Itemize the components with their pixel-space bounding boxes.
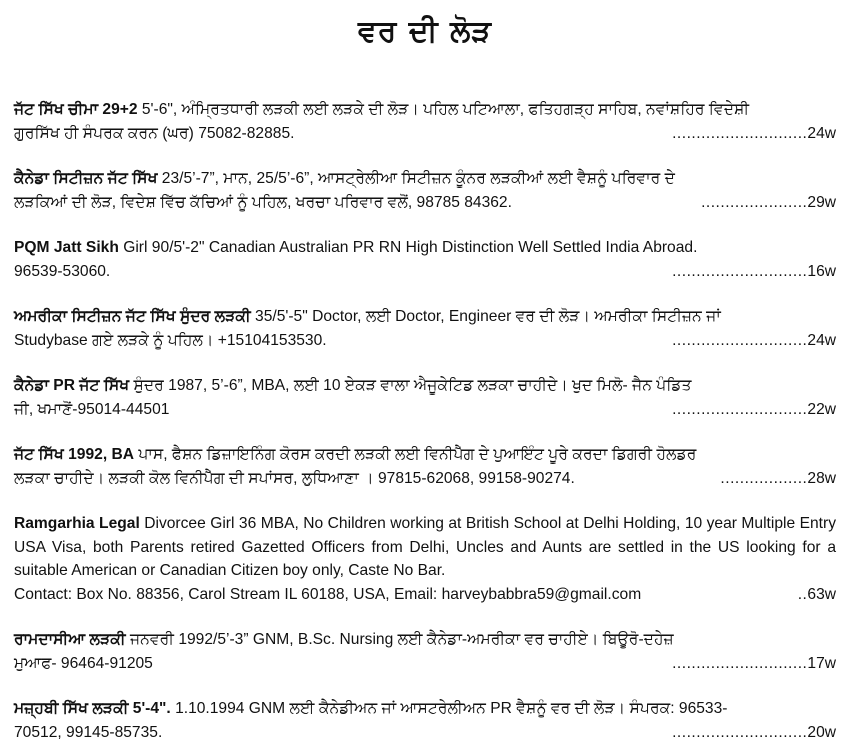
ad-dots: ............................ (153, 652, 808, 676)
ad-tail: Studybase ਗਏ ਲੜਕੇ ਨੂੰ ਪਹਿਲ। +15104153530. (14, 329, 327, 353)
ad-code: 20w (807, 721, 836, 744)
ad-entry (14, 443, 836, 490)
ad-tail: Contact: Box No. 88356, Carol Stream IL 60188, USA, Email: harveybabbra59@gmail.com (14, 583, 641, 607)
ad-body: ਪਾਸ, ਫੈਸ਼ਨ ਡਿਜ਼ਾਇਨਿੰਗ ਕੋਰਸ ਕਰਦੀ ਲੜਕੀ ਲਈ ਵਿਨੀਪੈੱਗ ਦੇ ਪੁਆਇੰਟ ਪੂਰੇ ਕਰਦਾ ਡਿਗਰੀ ਹੋਲਡਰ (134, 446, 696, 463)
ad-body: 23/5’-7”, ਮਾਨ, 25/5’-6”, ਆਸਟ੍ਰੇਲੀਆ ਸਿਟੀਜ਼ਨ ਕੂੰਨਰ ਲੜਕੀਆਂ ਲਈ ਵੈਸ਼ਨੂੰ ਪਰਿਵਾਰ ਦੇ (157, 170, 674, 187)
ad-trail (14, 721, 836, 744)
ad-dots: .. (641, 583, 807, 607)
ad-tail: 96539-53060. (14, 260, 110, 284)
ad-dots: .................. (575, 467, 808, 491)
ad-text (14, 697, 836, 721)
ad-text (14, 628, 836, 652)
ad-code: 63w (807, 583, 836, 607)
ad-trail (14, 122, 836, 146)
ad-lead: ਰਾਮਦਾਸੀਆ ਲੜਕੀ (14, 631, 126, 648)
ad-text (14, 98, 836, 122)
ad-body: 35/5'-5" Doctor, ਲਈ Doctor, Engineer ਵਰ ਦੀ ਲੋੜ। ਅਮਰੀਕਾ ਸਿਟੀਜ਼ਨ ਜਾਂ (251, 308, 721, 325)
ad-text (14, 167, 836, 191)
ad-code: 17w (807, 652, 836, 676)
ad-text (14, 305, 836, 329)
ad-tail: ਗੁਰਸਿੱਖ ਹੀ ਸੰਪਰਕ ਕਰਨ (ਘਰ) 75082-82885. (14, 122, 294, 146)
ad-tail: ਲੜਕਿਆਂ ਦੀ ਲੋੜ, ਵਿਦੇਸ਼ ਵਿੱਚ ਕੱਚਿਆਂ ਨੂੰ ਪਹਿਲ, ਖਰਚਾ ਪਰਿਵਾਰ ਵਲੋਂ, 98785 84362. (14, 191, 512, 215)
ad-trail (14, 398, 836, 422)
ad-body: ਸੁੰਦਰ 1987, 5’-6”, MBA, ਲਈ 10 ਏਕੜ ਵਾਲਾ ਐਜੂਕੇਟਿਡ ਲੜਕਾ ਚਾਹੀਦੇ। ਖੁਦ ਮਿਲੋ- ਜੈਨ ਪੰਡਿਤ (129, 377, 691, 394)
ad-code: 29w (807, 191, 836, 215)
ad-lead: ਮਜ਼੍ਹਬੀ ਸਿੱਖ ਲੜਕੀ 5'-4". (14, 700, 171, 717)
ad-tail: ਲੜਕਾ ਚਾਹੀਦੇ। ਲੜਕੀ ਕੋਲ ਵਿਨੀਪੈੱਗ ਦੀ ਸਪਾਂਸਰ, ਲੁਧਿਆਣਾ । 97815-62068, 99158-90274. (14, 467, 575, 491)
ad-dots: ............................ (162, 721, 807, 744)
ad-trail (14, 467, 836, 491)
ad-tail: ਮੁਆਫ- 96464-91205 (14, 652, 153, 676)
ad-entry (14, 98, 836, 145)
ad-text (14, 374, 836, 398)
ad-lead: ਅਮਰੀਕਾ ਸਿਟੀਜ਼ਨ ਜੱਟ ਸਿੱਖ ਸੁੰਦਰ ਲੜਕੀ (14, 308, 251, 325)
ads-list (14, 98, 836, 744)
ad-code: 24w (807, 122, 836, 146)
ad-dots: ...................... (512, 191, 807, 215)
ad-entry (14, 305, 836, 352)
ad-body: Divorcee Girl 36 MBA, No Children working at British School at Delhi Holding, 10 year Multiple Entry USA Visa, both Parents retired Gazetted Officers from Delhi, Uncles and Aunts are settled in the US looking for a suitable American or Canadian Citizen boy only, Caste No Bar. (14, 515, 836, 579)
ad-dots: ............................ (110, 260, 807, 284)
ad-code: 24w (807, 329, 836, 353)
ad-lead: ਕੈਨੇਡਾ PR ਜੱਟ ਸਿੱਖ (14, 377, 129, 394)
ad-dots: ............................ (327, 329, 808, 353)
ad-lead: Ramgarhia Legal (14, 515, 140, 532)
ad-tail: 70512, 99145-85735. (14, 721, 162, 744)
ad-trail (14, 191, 836, 215)
ad-entry (14, 374, 836, 421)
ad-trail (14, 329, 836, 353)
ad-text (14, 236, 836, 260)
ad-lead: ਕੈਨੇਡਾ ਸਿਟੀਜ਼ਨ ਜੱਟ ਸਿੱਖ (14, 170, 157, 187)
ad-body: ਜਨਵਰੀ 1992/5’-3” GNM, B.Sc. Nursing ਲਈ ਕੈਨੇਡਾ-ਅਮਰੀਕਾ ਵਰ ਚਾਹੀਏ। ਬਿਊਰੋ-ਦਹੇਜ਼ (126, 631, 674, 648)
ad-lead: PQM Jatt Sikh (14, 239, 119, 256)
ad-entry (14, 512, 836, 606)
ad-body: Girl 90/5'-2" Canadian Australian PR RN High Distinction Well Settled India Abroad. (119, 239, 698, 256)
ad-body: 1.10.1994 GNM ਲਈ ਕੈਨੇਡੀਅਨ ਜਾਂ ਆਸਟਰੇਲੀਅਨ PR ਵੈਸ਼ਨੂੰ ਵਰ ਦੀ ਲੋੜ। ਸੰਪਰਕ: 96533- (171, 700, 728, 717)
ad-code: 28w (807, 467, 836, 491)
ad-text (14, 443, 836, 467)
ad-trail (14, 583, 836, 607)
ad-dots: ............................ (294, 122, 807, 146)
ad-entry (14, 628, 836, 675)
page-title: ਵਰ ਦੀ ਲੋੜ (14, 10, 836, 54)
ad-entry (14, 236, 836, 283)
ad-code: 22w (807, 398, 836, 422)
ad-lead: ਜੱਟ ਸਿੱਖ ਚੀਮਾ 29+2 (14, 101, 138, 118)
ad-trail (14, 260, 836, 284)
ad-trail (14, 652, 836, 676)
ad-lead: ਜੱਟ ਸਿੱਖ 1992, BA (14, 446, 134, 463)
ad-tail: ਜੀ, ਖਮਾਣੋਂ-95014-44501 (14, 398, 169, 422)
ad-entry (14, 167, 836, 214)
ad-body: 5'-6", ਅੰਮ੍ਰਿਤਧਾਰੀ ਲੜਕੀ ਲਈ ਲੜਕੇ ਦੀ ਲੋੜ। ਪਹਿਲ ਪਟਿਆਲਾ, ਫਤਿਹਗੜ੍ਹ ਸਾਹਿਬ, ਨਵਾਂਸ਼ਹਿਰ ਵਿਦੇਸ਼ੀ (138, 101, 750, 118)
ad-text (14, 512, 836, 583)
ad-code: 16w (807, 260, 836, 284)
ad-dots: ............................ (169, 398, 807, 422)
